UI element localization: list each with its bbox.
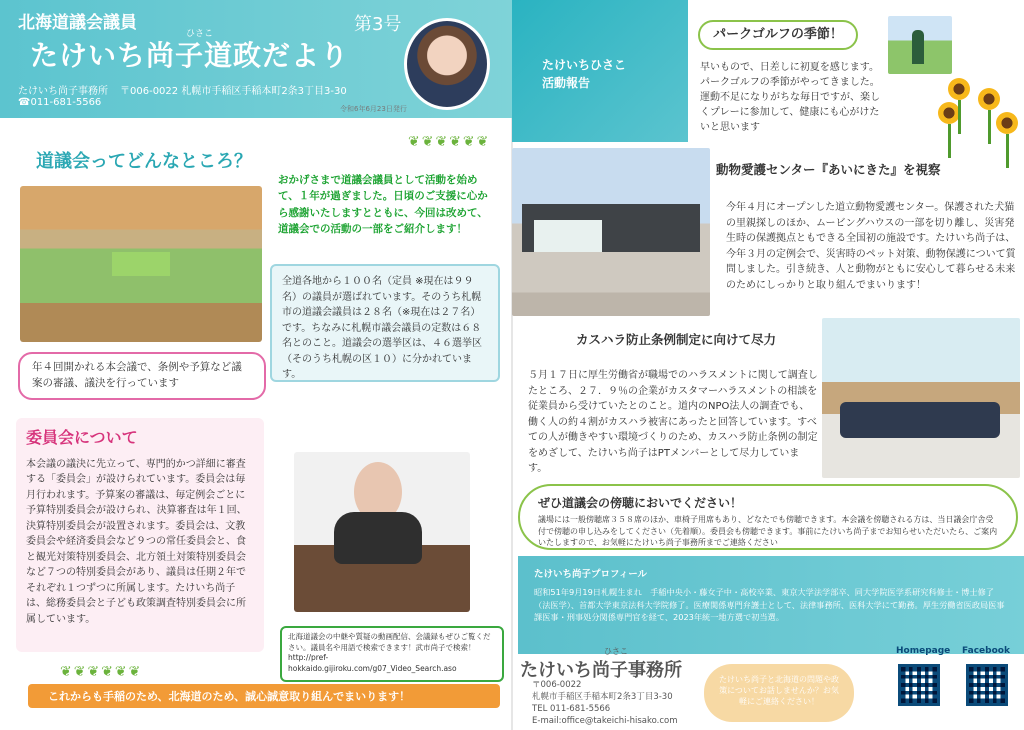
facebook-label: Facebook [962, 646, 1010, 656]
stem [1006, 134, 1009, 168]
visit-box [518, 484, 1018, 550]
animal-center-text: 今年４月にオープンした道立動物愛護センター。保護された犬猫の里親探しのほか、ムービングハウスの一部を切り離し、災害発生時の保護拠点ともできる全国初の施設です。たけいち尚子は、今年３月の定例会で、災害時のペット対策、動物保護について質問しました。引き続き、人と動物がともに安心して暮らせる未来のためにしっかりと取り組んでまいります！ [726, 202, 1016, 291]
profile-title: たけいち尚子プロフィール [534, 569, 648, 580]
golf-photo [888, 16, 952, 74]
issue-number: 第3号 [354, 14, 402, 35]
visit-text: 議場には一般傍聴席３５８席のほか、車椅子用席もあり、どなたでも傍聴できます。本会議を傍聴される方は、当日議会庁舎受付で傍聴の申し込みをしてください（先着順）。委員会も傍聴できます。事前にたけいち尚子までお知らせいただいたら、ご案内いたしますので、お気軽にたけいち尚子事務所までご連絡ください [538, 515, 998, 548]
office-tel: ☎011-681-5566 [18, 97, 102, 108]
park-golf-title: パークゴルフの季節！ [698, 20, 858, 50]
member-title: 北海道議会議員 [18, 13, 137, 33]
committee-title: 委員会について [26, 428, 138, 447]
homepage-label: Homepage [896, 646, 951, 656]
meeting-photo [822, 318, 1020, 478]
newsletter-title: たけいち尚子道政だより [30, 39, 350, 72]
committee-section [16, 418, 264, 652]
animal-center-photo [512, 148, 710, 316]
committee-text: 本会議の議決に先立って、専門的かつ詳細に審査する「委員会」が設けられています。委員会は毎月行われます。予算案の審議は、毎定例会ごとに予算特別委員会が設けられ、決算審査は年１回、決算特別委員会が設置されます。委員会は、文教委員会や経済委員会など９つの常任委員会と、食と観光対策特別委員会、北方領土対策特別委員会など７つの特別委員会があり、議員は任期２年でそれぞれ１つずつに所属します。たけいち尚子は、総務委員会と子ども政策調査特別委員会に所属しています。 [26, 458, 247, 625]
name-ruby: ひさこ [186, 29, 214, 39]
office-name: たけいち尚子事務所 [18, 86, 108, 97]
animal-center-title: 動物愛護センター『あいにきた』を視察 [716, 162, 941, 177]
leaf-decoration: ❦❦❦❦❦❦ [408, 134, 491, 150]
office-email: E-mail:office@takeichi-hisako.com [532, 715, 678, 726]
sunflower-icon [938, 102, 960, 124]
office-ruby: ひさこ [604, 647, 628, 656]
office-tel-right: TEL 011-681-5566 [532, 703, 611, 714]
speaking-photo [294, 452, 470, 612]
assembly-hall-photo [20, 186, 262, 342]
stem [948, 124, 951, 158]
section-title-assembly: 道議会ってどんなところ？ [36, 151, 252, 172]
plenary-note: 年４回開かれる本会議で、条例や予算など議案の審議、議決を行っています [18, 352, 266, 400]
footer-banner [28, 684, 500, 708]
leaf-decoration-bottom: ❦❦❦❦❦❦ [60, 664, 143, 680]
office-address: 〒006-0022 札幌市手稲区手稲本町2条3丁目3-30 [120, 86, 347, 97]
profile-text: 昭和51年9月19日札幌生まれ 手稲中央小・藤女子中・高校卒業、東京大学法学部卒、同大学院医学系研究科修士・博士修了（法医学）、首都大学東京法科大学院修了。医療関係専門弁護士として、法律事務所、医科大学にて勤務。厚生労働省医政局医事課医事・刑事処分関係専門官を経て、2023年統一地方選で初当選。 [534, 587, 1005, 623]
office-details [532, 680, 678, 728]
portrait-photo [404, 18, 490, 110]
thanks-message: おかげさまで道議会議員として活動を始めて、１年が過ぎました。日頃のご支援に心から感謝いたしますとともに、今回は改めて、道議会での活動の一部をご紹介します！ [278, 174, 488, 235]
contact-callout: たけいち尚子と北海道の問題や政策についてお話しませんか？お気軽にご連絡ください！ [704, 664, 854, 722]
park-golf-text: 早いもので、日差しに初夏を感じます。パークゴルフの季節がやってきました。運動不足になりがちな毎日ですが、楽しくプレーに参加して、健康にも心がけたいと思います [700, 62, 880, 133]
sunflower-icon [948, 78, 970, 100]
video-search-note: 北海道議会の中継や質疑の動画配信、会議録もぜひご覧ください。議員名や用語で検索できます！武市尚子で検索！ http://pref-hokkaido.gijiroku.com/g07_Video_Search.aso [280, 626, 504, 682]
sunflower-icon [996, 112, 1018, 134]
visit-title: ぜひ道議会の傍聴においでください！ [538, 496, 743, 510]
footer-banner-text: これからも手稲のため、北海道のため、誠心誠意取り組んでまいります！ [48, 690, 411, 703]
report-name: たけいちひさこ [542, 58, 627, 72]
sunflower-icon [978, 88, 1000, 110]
stem [958, 100, 961, 134]
stem [988, 110, 991, 144]
office-zip: 〒006-0022 [532, 680, 582, 690]
profile-box [518, 556, 1024, 654]
office-addr: 札幌市手稲区手稲本町2条3丁目3-30 [532, 691, 673, 702]
issue-date: 令和6年6月23日発行 [340, 105, 407, 113]
harassment-title: カスハラ防止条例制定に向けて尽力 [576, 332, 777, 347]
harassment-text: ５月１７日に厚生労働省が職場でのハラスメントに関して調査したところ、２７．９％の企業がカスタマーハラスメントの相談を従業員から受けていたとのこと。道内のNPO法人の調査でも、働く人の約４割がカスハラ被害にあったと回答しています。すべての人が働きやすい環境づくりのため、カスハラ防止条例の制定をめざして、たけいち尚子はPTメンバーとして尽力しています。 [528, 370, 818, 474]
facebook-qr-icon [966, 664, 1008, 706]
newsletter-header [0, 0, 512, 118]
report-label: 活動報告 [542, 76, 591, 90]
assembly-facts: 全道各地から１００名（定員 ※現在は９９名）の議員が選ばれています。そのうち札幌市の道議会議員は２８名（※現在は２７名）です。ちなみに札幌市議会議員の定数は６８名とのこと。道議会の選挙区は、４６選挙区（そのうち札幌の区１０）に分かれています。 [270, 264, 500, 382]
office-title: たけいち尚子事務所 [520, 660, 682, 681]
activity-report-band [512, 0, 688, 142]
homepage-qr-icon [898, 664, 940, 706]
